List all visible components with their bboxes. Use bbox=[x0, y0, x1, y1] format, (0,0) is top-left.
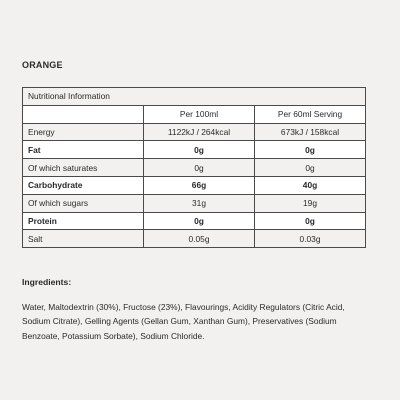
row-label: Of which sugars bbox=[23, 194, 144, 212]
flavour-title: ORANGE bbox=[22, 60, 63, 70]
nutrition-row-fat bbox=[23, 141, 366, 159]
row-label: Salt bbox=[23, 230, 144, 248]
row-label: Of which saturates bbox=[23, 159, 144, 177]
row-label: Energy bbox=[23, 123, 144, 141]
ingredients-text: Water, Maltodextrin (30%), Fructose (23%), Flavourings, Acidity Regulators (Citric Acid, Sodium Citrate), Gelling Agents (Gellan Gum, Xanthan Gum), Preservatives (Sodium Benzoate, Potassium Sorbate), Sodium Chloride. bbox=[22, 302, 345, 341]
row-per-100ml: 1122kJ / 264kcal bbox=[144, 123, 255, 141]
nutrition-title-row bbox=[23, 88, 366, 106]
row-per-100ml: 31g bbox=[144, 194, 255, 212]
row-per-100ml: 66g bbox=[144, 176, 255, 194]
row-per-serving: 0g bbox=[255, 159, 366, 177]
nutrition-table-title: Nutritional Information bbox=[23, 88, 366, 106]
row-per-serving: 673kJ / 158kcal bbox=[255, 123, 366, 141]
nutrition-row-energy bbox=[23, 123, 366, 141]
nutrition-header-row bbox=[23, 105, 366, 123]
row-label: Carbohydrate bbox=[23, 176, 144, 194]
row-per-serving: 0g bbox=[255, 212, 366, 230]
row-per-serving: 0.03g bbox=[255, 230, 366, 248]
nutrition-row-saturates bbox=[23, 159, 366, 177]
nutrition-table bbox=[22, 87, 366, 248]
nutrition-row-salt bbox=[23, 230, 366, 248]
row-per-100ml: 0g bbox=[144, 141, 255, 159]
row-per-100ml: 0.05g bbox=[144, 230, 255, 248]
row-per-serving: 0g bbox=[255, 141, 366, 159]
row-per-100ml: 0g bbox=[144, 159, 255, 177]
header-per-serving: Per 60ml Serving bbox=[255, 105, 366, 123]
row-label: Protein bbox=[23, 212, 144, 230]
row-per-serving: 19g bbox=[255, 194, 366, 212]
row-per-100ml: 0g bbox=[144, 212, 255, 230]
header-per-100ml: Per 100ml bbox=[144, 105, 255, 123]
nutrition-row-carbohydrate bbox=[23, 176, 366, 194]
nutrition-row-sugars bbox=[23, 194, 366, 212]
row-label: Fat bbox=[23, 141, 144, 159]
row-per-serving: 40g bbox=[255, 176, 366, 194]
ingredients-title: Ingredients: bbox=[22, 277, 72, 287]
nutrition-row-protein bbox=[23, 212, 366, 230]
header-blank-cell bbox=[23, 105, 144, 123]
